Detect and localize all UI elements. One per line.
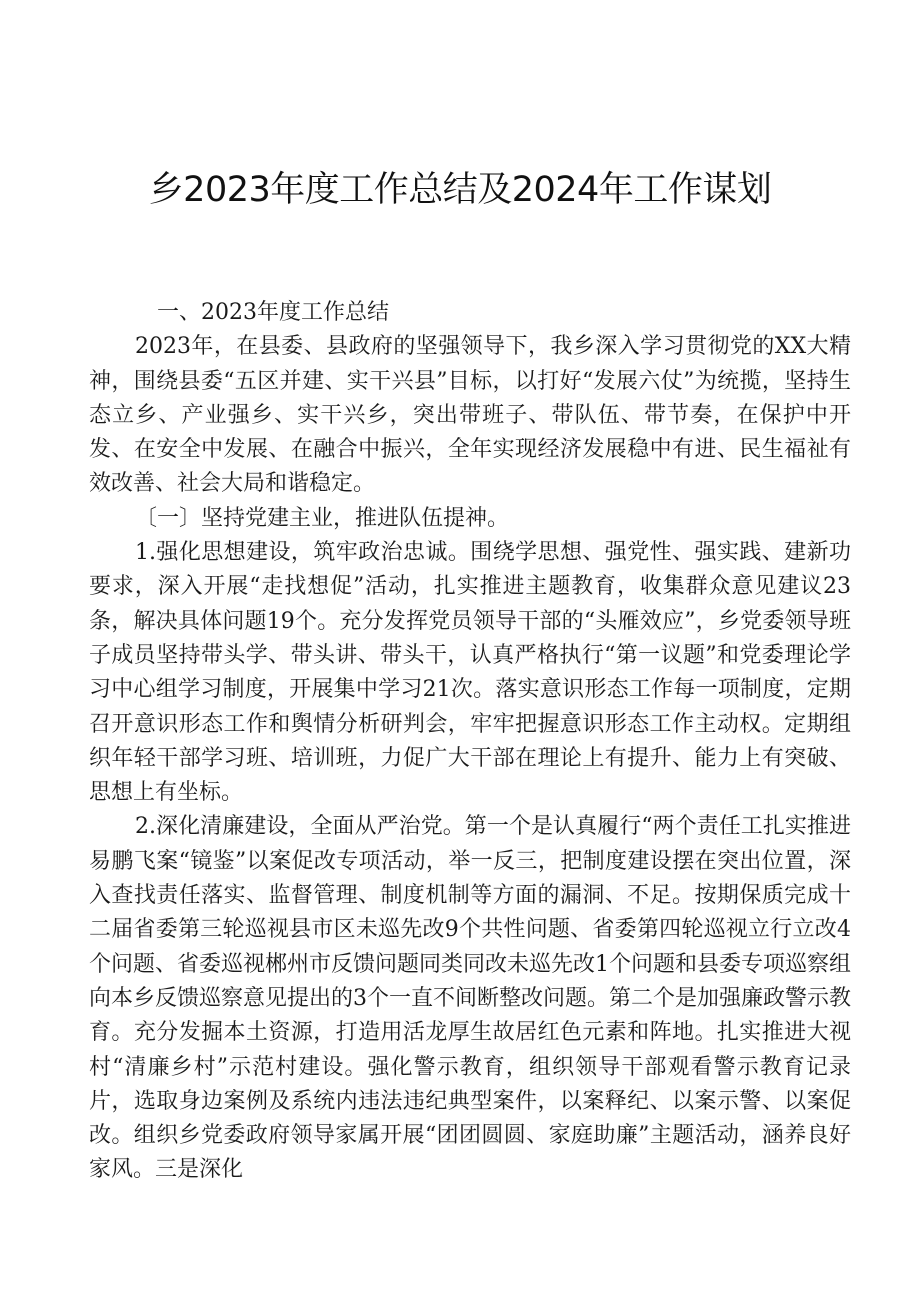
body-paragraph: 2023年，在县委、县政府的坚强领导下，我乡深入学习贯彻党的XX大精神，围绕县委“五区并建、实干兴县”目标，以打好“发展六仗”为统揽，坚持生态立乡、产业强乡、实干兴乡，突出带班子、带队伍、带节奏，在保护中开发、在安全中发展、在融合中振兴，全年实现经济发展稳中有进、民生福祉有效改善、社会大局和谐稳定。 bbox=[89, 334, 851, 497]
body-paragraph: 2.深化清廉建设，全面从严治党。第一个是认真履行“两个责任工扎实推进易鹏飞案“镜鉴”以案促改专项活动，举一反三，把制度建设摆在突出位置，深入查找责任落实、监督管理、制度机制等方面的漏洞、不足。按期保质完成十二届省委第三轮巡视县市区未巡先改9个共性问题、省委第四轮巡视立行立改4个问题、省委巡视郴州市反馈问题同类同改未巡先改1个问题和县委专项巡察组向本乡反馈巡察意见提出的3个一直不间断整改问题。第二个是加强廉政警示教育。充分发掘本土资源，打造用活龙厚生故居红色元素和阵地。扎实推进大视村“清廉乡村”示范村建设。强化警示教育，组织领导干部观看警示教育记录片，选取身边案例及系统内违法违纪典型案件，以案释纪、以案示警、以案促改。组织乡党委政府领导家属开展“团团圆圆、家庭助廉”主题活动，涵养良好家风。三是深化 bbox=[89, 814, 851, 1183]
document-body bbox=[89, 296, 851, 1188]
subsection-heading: 〔一〕坚持党建主业，推进队伍提神。 bbox=[135, 505, 510, 531]
document-title: 乡2023年度工作总结及2024年工作谋划 bbox=[148, 170, 772, 210]
section-heading: 一、2023年度工作总结 bbox=[157, 300, 389, 325]
body-paragraph: 1.强化思想建设，筑牢政治忠诚。围绕学思想、强党性、强实践、建新功要求，深入开展“走找想促”活动，扎实推进主题教育，收集群众意见建议23条，解决具体问题19个。充分发挥党员领导干部的“头雁效应”，乡党委领导班子成员坚持带头学、带头讲、带头干，认真严格执行“第一议题”和党委理论学习中心组学习制度，开展集中学习21次。落实意识形态工作每一项制度，定期召开意识形态工作和舆情分析研判会，牢牢把握意识形态工作主动权。定期组织年轻干部学习班、培训班，力促广大干部在理论上有提升、能力上有突破、思想上有坐标。 bbox=[89, 540, 851, 806]
